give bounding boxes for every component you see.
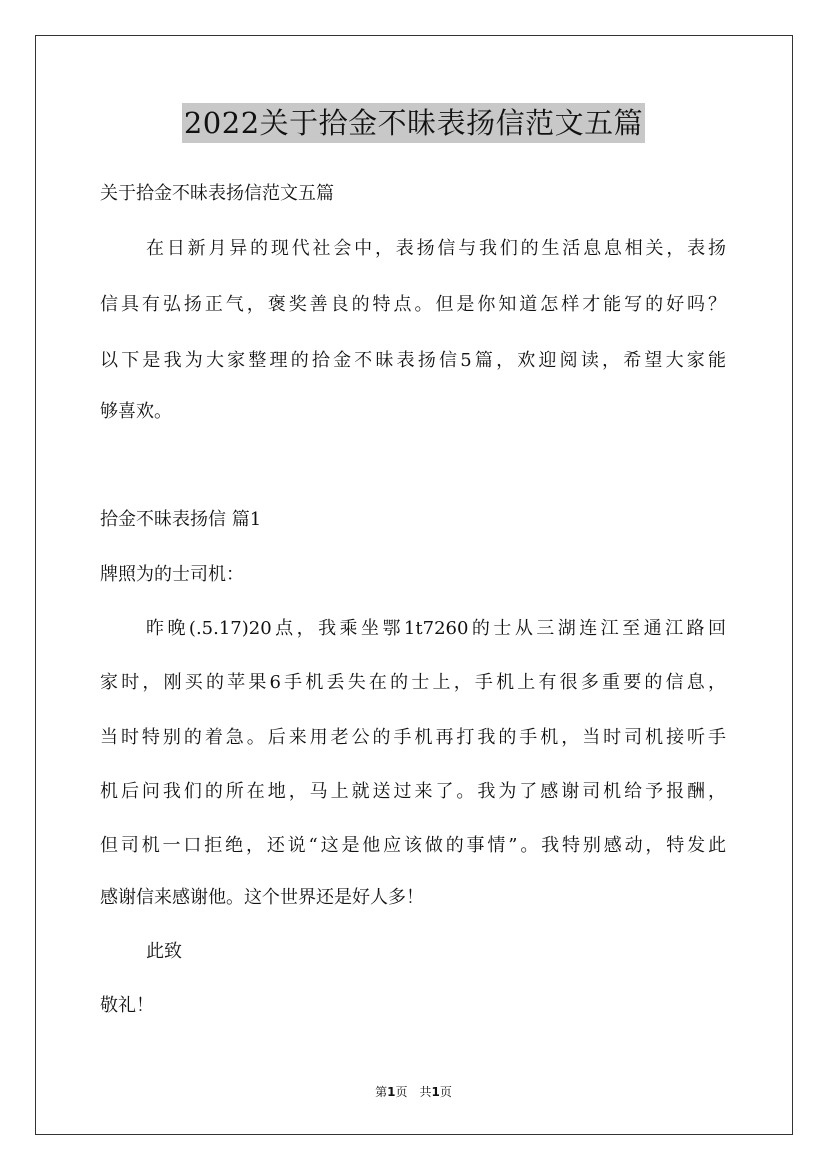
intro-line-2: 信具有弘扬正气，褒奖善良的特点。但是你知道怎样才能写的好吗？ [100, 294, 726, 315]
body-line-2: 家时，刚买的苹果6手机丢失在的士上，手机上有很多重要的信息， [100, 672, 726, 693]
document-title: 2022关于拾金不昧表扬信范文五篇 [182, 103, 645, 143]
intro-line-3: 以下是我为大家整理的拾金不昧表扬信5篇，欢迎阅读，希望大家能 [100, 350, 726, 371]
body-line-6: 感谢信来感谢他。这个世界还是好人多！ [100, 887, 424, 908]
footer-label-mid: 页 共 [395, 1085, 432, 1099]
closing-line-2: 敬礼！ [100, 995, 154, 1016]
intro-line-1: 在日新月异的现代社会中，表扬信与我们的生活息息相关，表扬 [146, 238, 726, 259]
page-footer [0, 1084, 827, 1100]
body-line-3: 当时特别的着急。后来用老公的手机再打我的手机，当时司机接听手 [100, 727, 726, 748]
closing-line-1: 此致 [146, 941, 182, 962]
title-container [0, 103, 827, 143]
body-line-4: 机后问我们的所在地，马上就送过来了。我为了感谢司机给予报酬， [100, 781, 726, 802]
body-line-5: 但司机一口拒绝，还说“这是他应该做的事情”。我特别感动，特发此 [100, 835, 726, 856]
footer-page-total: 1 [431, 1085, 440, 1099]
document-subtitle: 关于拾金不昧表扬信范文五篇 [100, 183, 334, 204]
footer-label-pre: 第 [375, 1085, 388, 1099]
salutation: 牌照为的士司机： [100, 564, 244, 585]
footer-label-post: 页 [439, 1085, 452, 1099]
body-line-1: 昨晚(.5.17)20点，我乘坐鄂1t7260的士从三湖连江至通江路回 [146, 618, 726, 639]
section-heading: 拾金不昧表扬信 篇1 [100, 509, 262, 530]
footer-page-number: 1 [387, 1085, 396, 1099]
intro-line-4: 够喜欢。 [100, 401, 172, 422]
